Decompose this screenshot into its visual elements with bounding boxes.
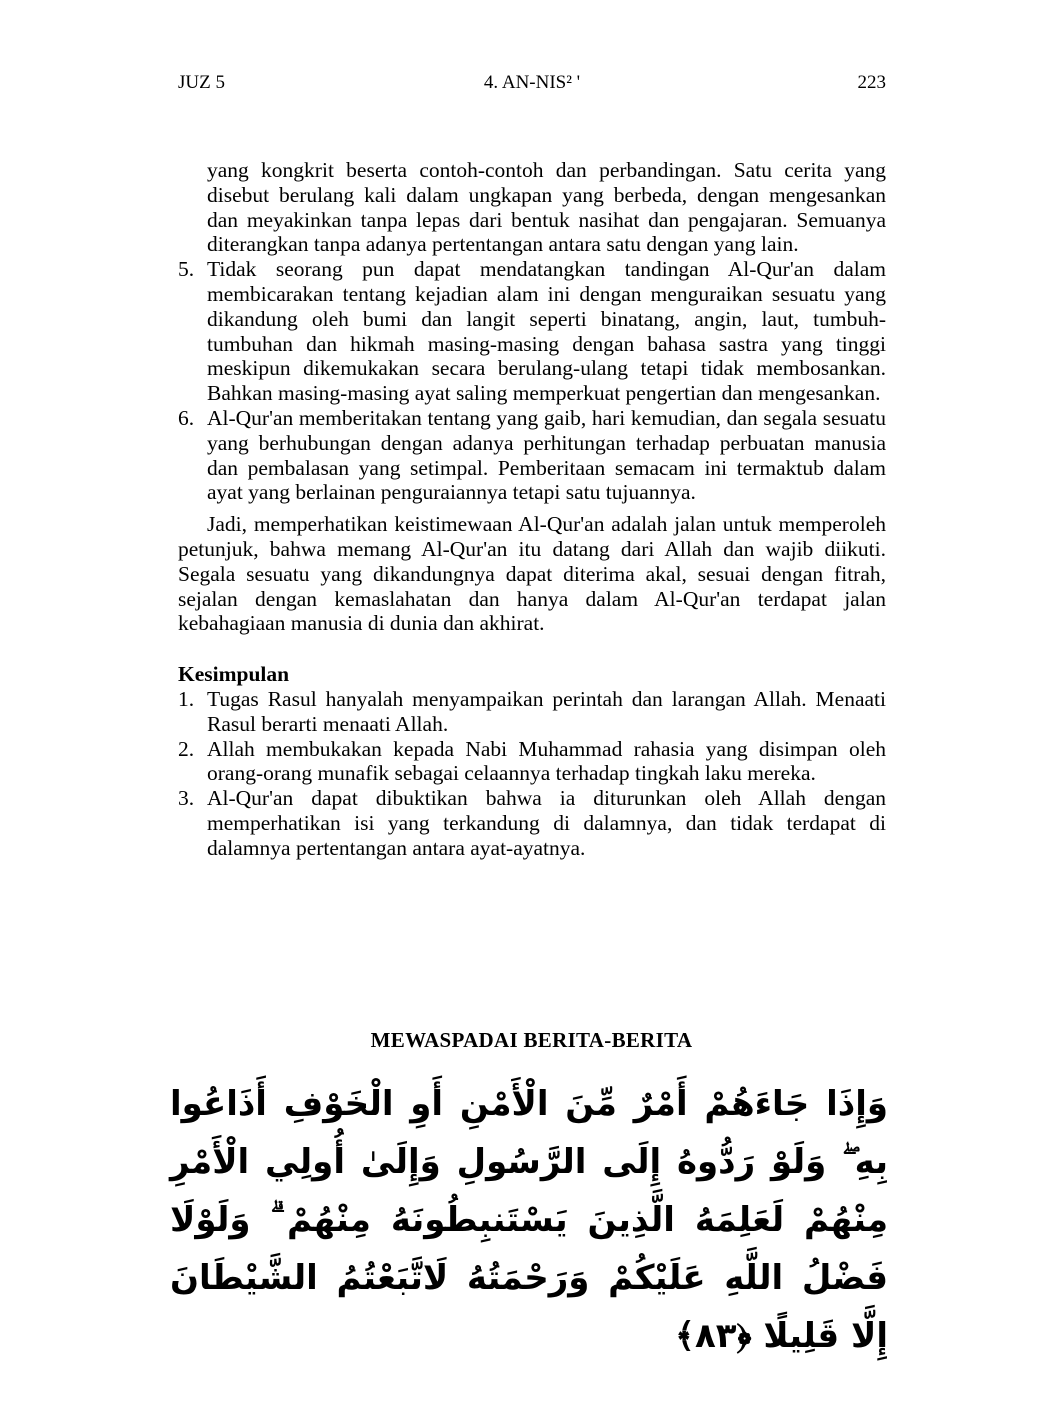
- page-number: 223: [857, 72, 886, 93]
- list-item-text: Al-Qur'an memberitakan tentang yang gaib, hari kemudian, dan segala sesuatu yang berhubungan dengan adanya perhitungan terhadap perbuatan manusia dan pembalasan yang setimpal. Pemberitaan semacam ini termaktub dalam ayat yang berlainan penguraiannya tetapi satu tujuannya.: [207, 405, 886, 505]
- list-item-text: Tidak seorang pun dapat mendatangkan tandingan Al-Qur'an dalam membicarakan tentang kejadian alam ini dengan menguraikan sesuatu yang dikandung oleh bumi dan langit seperti binatang, angin, laut, tumbuh-tumbuhan dan hikmah masing-masing dengan bahasa sastra yang tinggi meskipun dikemukakan secara berulang-ulang tetapi tidak membosankan. Bahkan masing-masing ayat saling memperkuat pengertian dan mengesankan.: [207, 257, 886, 406]
- list-item-text: Allah membukakan kepada Nabi Muhammad rahasia yang disimpan oleh orang-orang munafik sebagai celaannya terhadap tingkah laku mereka.: [207, 736, 886, 786]
- conclusion-item-3: [178, 786, 886, 860]
- list-item-text: Al-Qur'an dapat dibuktikan bahwa ia diturunkan oleh Allah dengan memperhatikan isi yang terkandung di dalamnya, dan tidak terdapat di dalamnya pertentangan antara ayat-ayatnya.: [207, 786, 886, 860]
- list-item-text: Tugas Rasul hanyalah menyampaikan perintah dan larangan Allah. Menaati Rasul berarti menaati Allah.: [207, 686, 886, 736]
- list-item-number: 1.: [178, 686, 195, 711]
- list-item-number: 3.: [178, 786, 195, 811]
- arabic-verse: وَإِذَا جَاءَهُمْ أَمْرٌ مِّنَ الْأَمْنِ أَوِ الْخَوْفِ أَذَاعُوا بِهِ ۖ وَلَوْ رَدُّوهُ إِلَى الرَّسُولِ وَإِلَىٰ أُولِي الْأَمْرِ مِنْهُمْ لَعَلِمَهُ الَّذِينَ يَسْتَنبِطُونَهُ مِنْهُمْ ۗ وَلَوْلَا فَضْلُ اللَّهِ عَلَيْكُمْ وَرَحْمَتُهُ لَاتَّبَعْتُمُ الشَّيْطَانَ إِلَّا قَلِيلًا ﴿٨٣﴾: [170, 1084, 888, 1356]
- conclusion-item-1: [178, 687, 886, 737]
- conclusion-heading: Kesimpulan: [178, 662, 290, 687]
- juz-label: JUZ 5: [178, 72, 225, 93]
- list-item-number: 6.: [178, 405, 195, 430]
- list-item-6: [178, 406, 886, 505]
- page-content: [178, 158, 886, 861]
- section-title: MEWASPADAI BERITA-BERITA: [370, 1028, 693, 1052]
- surah-label: 4. AN-NIS² ': [483, 72, 581, 93]
- body-paragraph: Jadi, memperhatikan keistimewaan Al-Qur'an adalah jalan untuk memperoleh petunjuk, bahwa memang Al-Qur'an itu datang dari Allah dan wajib diikuti. Segala sesuatu yang dikandungnya dapat diterima akal, sesuai dengan fitrah, sejalan dengan kemaslahatan dan hanya dalam Al-Qur'an terdapat jalan kebahagiaan manusia di dunia dan akhirat.: [178, 512, 886, 636]
- conclusion-item-2: [178, 737, 886, 787]
- list-item-5: [178, 257, 886, 406]
- page-header: [178, 72, 886, 100]
- list-item-number: 2.: [178, 736, 195, 761]
- list-item-number: 5.: [178, 257, 195, 282]
- item-4-continuation: yang kongkrit beserta contoh-contoh dan perbandingan. Satu cerita yang disebut berulang kali dalam ungkapan yang berbeda, dengan mengesankan dan meyakinkan tanpa lepas dari bentuk nasihat dan pengajaran. Semuanya diterangkan tanpa adanya pertentangan antara satu dengan yang lain.: [207, 158, 886, 257]
